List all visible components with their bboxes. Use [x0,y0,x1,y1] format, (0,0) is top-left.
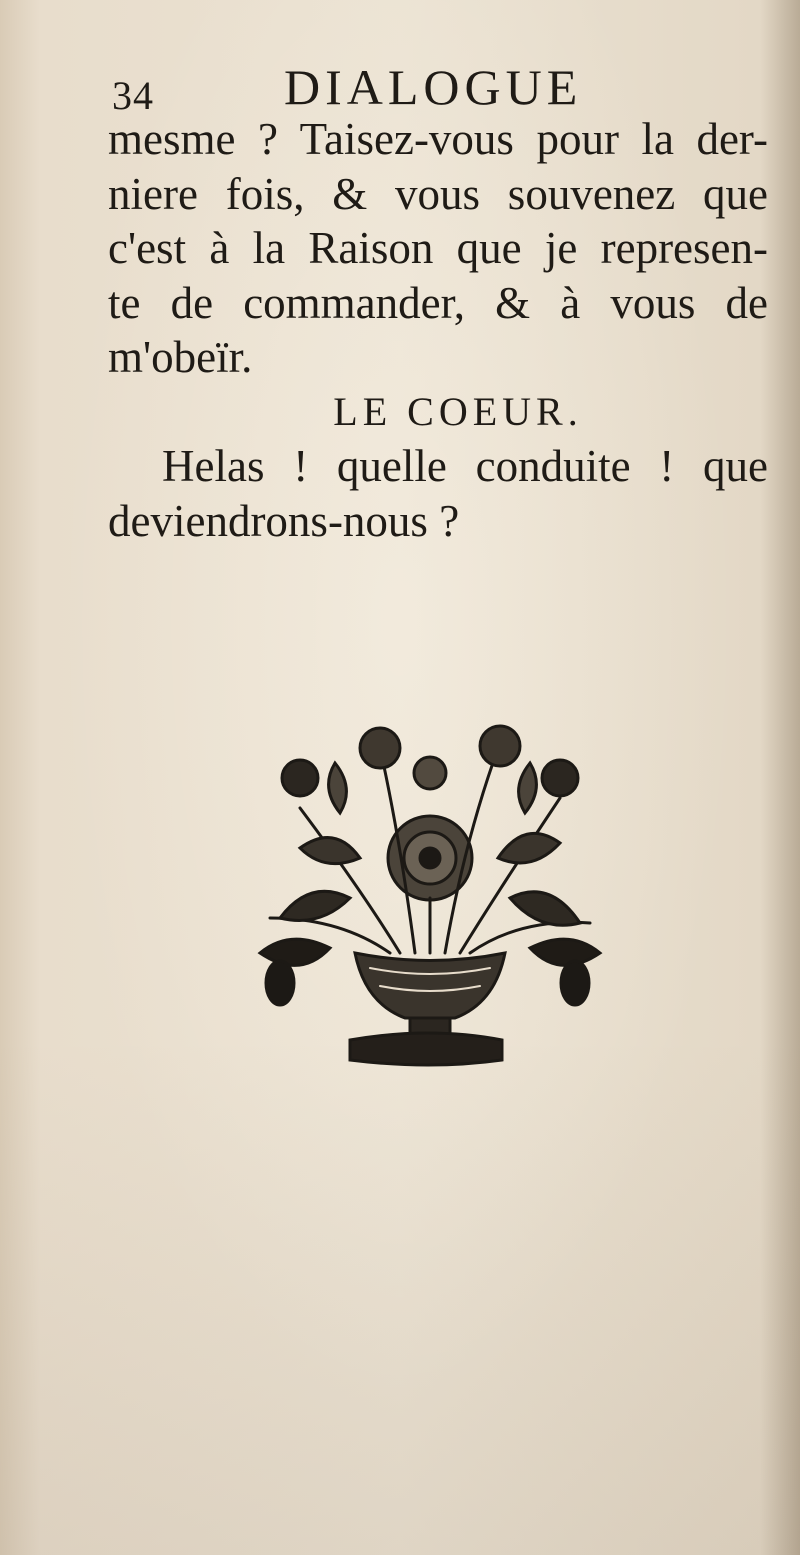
running-head: DIALOGUE [284,59,583,115]
page-shadow [0,1035,800,1555]
page-header [0,58,800,118]
text-line: Helas ! quelle conduite ! que [162,441,768,491]
text-line: deviendrons-nous ? [108,495,460,546]
text-line: c'est à la Raison que je represen- [108,223,768,273]
flower-vase-woodcut-icon [240,718,615,1073]
text-block [108,112,768,548]
text-line: te de commander, & à vous de [108,277,768,328]
text-line: mesme ? Taisez-vous pour la der- [108,114,768,164]
text-line: m'obeïr. [108,332,253,382]
speaker-heading: LE COEUR. [333,388,583,434]
page-number: 34 [112,73,154,118]
text-line: niere fois, & vous souvenez que [108,168,768,219]
